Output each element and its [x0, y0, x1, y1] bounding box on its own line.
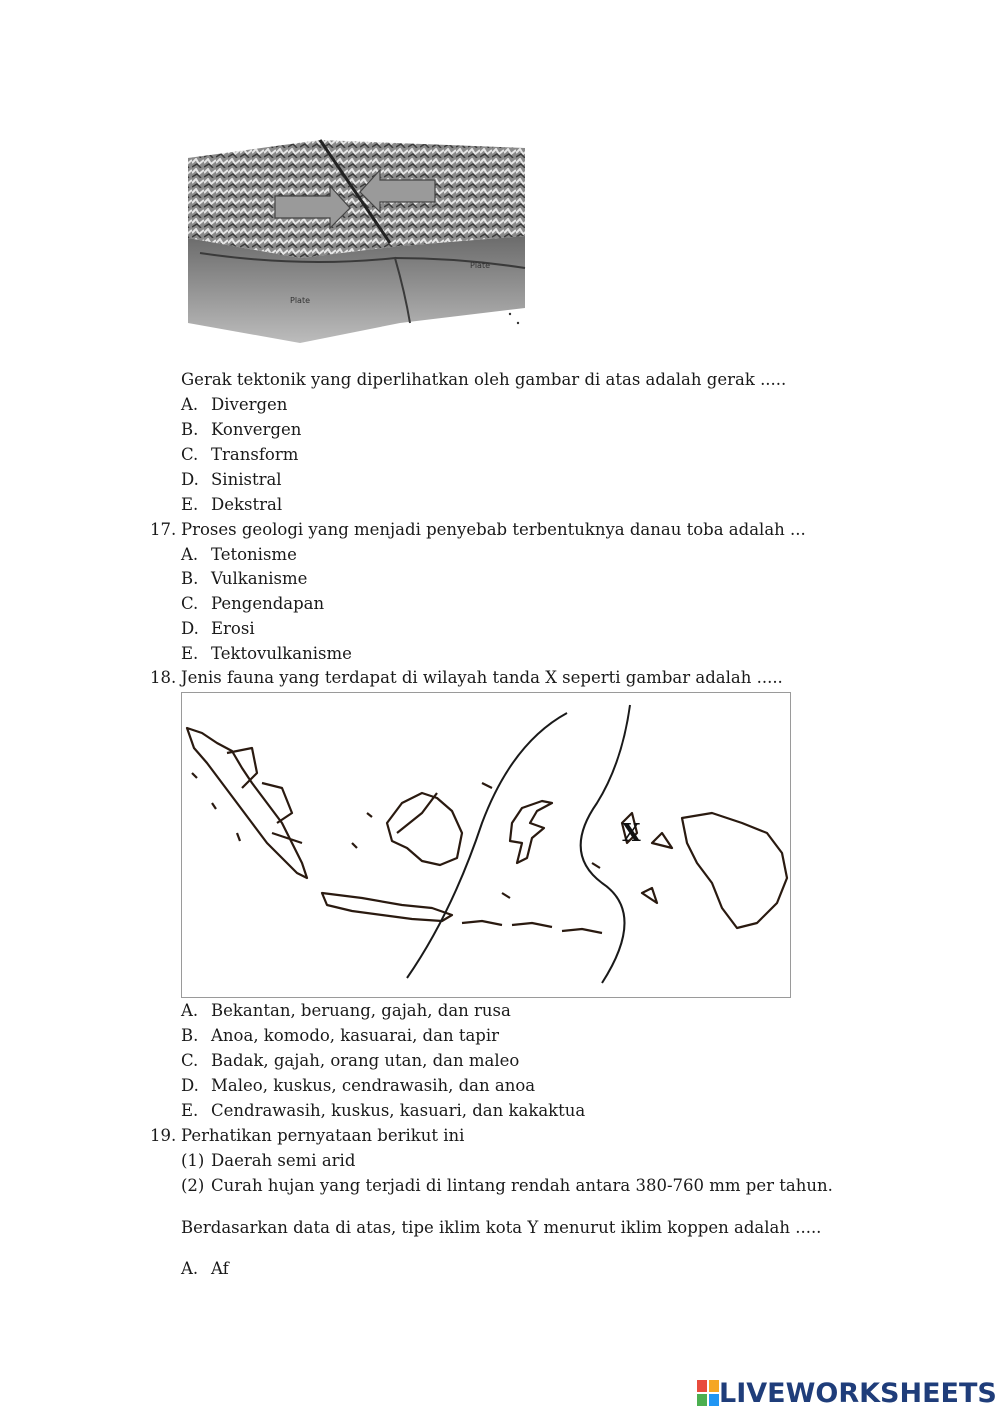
q18-option-a[interactable]: Bekantan, beruang, gajah, dan rusa — [211, 1001, 511, 1020]
q17-option-e-letter: E. — [181, 644, 199, 663]
q18-option-d[interactable]: Maleo, kuskus, cendrawasih, dan anoa — [211, 1076, 536, 1095]
tectonic-block-diagram — [180, 118, 535, 364]
q16-option-c-letter: C. — [181, 445, 199, 464]
q16-option-a-letter: A. — [181, 395, 199, 414]
q19-option-a-letter: A. — [181, 1259, 199, 1278]
q17-option-a[interactable]: Tetonisme — [211, 545, 297, 564]
q18-number: 18. — [150, 668, 177, 687]
q17-stem: Proses geologi yang menjadi penyebab terbentuknya danau toba adalah ... — [181, 520, 806, 539]
q18-stem: Jenis fauna yang terdapat di wilayah tanda X seperti gambar adalah ..... — [181, 668, 783, 687]
q17-option-c[interactable]: Pengendapan — [211, 594, 325, 613]
q17-number: 17. — [150, 520, 177, 539]
q19-statement-1-label: (1) — [181, 1151, 205, 1170]
q18-option-d-letter: D. — [181, 1076, 199, 1095]
liveworksheets-icon — [697, 1380, 719, 1406]
q16-option-e[interactable]: Dekstral — [211, 495, 283, 514]
q19-option-a[interactable]: Af — [211, 1259, 229, 1278]
q18-option-e-letter: E. — [181, 1101, 199, 1120]
q18-option-b[interactable]: Anoa, komodo, kasuarai, dan tapir — [211, 1026, 500, 1045]
q17-option-b[interactable]: Vulkanisme — [211, 569, 308, 588]
q16-option-d[interactable]: Sinistral — [211, 470, 282, 489]
q16-option-c[interactable]: Transform — [211, 445, 299, 464]
q18-option-a-letter: A. — [181, 1001, 199, 1020]
q17-option-d[interactable]: Erosi — [211, 619, 255, 638]
q19-statement-2: Curah hujan yang terjadi di lintang rendah antara 380-760 mm per tahun. — [211, 1176, 833, 1195]
q19-stem: Perhatikan pernyataan berikut ini — [181, 1126, 465, 1145]
q16-option-b-letter: B. — [181, 420, 199, 439]
q16-stem: Gerak tektonik yang diperlihatkan oleh gambar di atas adalah gerak ..... — [181, 370, 787, 389]
q19-question: Berdasarkan data di atas, tipe iklim kota Y menurut iklim koppen adalah ..... — [181, 1218, 822, 1237]
q18-option-c[interactable]: Badak, gajah, orang utan, dan maleo — [211, 1051, 520, 1070]
liveworksheets-logo[interactable] — [697, 1377, 997, 1409]
q18-option-b-letter: B. — [181, 1026, 199, 1045]
q18-option-c-letter: C. — [181, 1051, 199, 1070]
q19-statement-2-label: (2) — [181, 1176, 205, 1195]
q16-option-e-letter: E. — [181, 495, 199, 514]
q16-option-a[interactable]: Divergen — [211, 395, 288, 414]
q18-option-e[interactable]: Cendrawasih, kuskus, kasuari, dan kakaktua — [211, 1101, 586, 1120]
svg-text:Plate: Plate — [290, 296, 311, 305]
q16-option-b[interactable]: Konvergen — [211, 420, 302, 439]
q17-option-b-letter: B. — [181, 569, 199, 588]
q17-option-e[interactable]: Tektovulkanisme — [211, 644, 352, 663]
indonesia-fauna-map — [181, 692, 791, 998]
logo-text: LIVEWORKSHEETS — [719, 1377, 997, 1409]
map-marker-x: X — [622, 818, 641, 847]
q16-option-d-letter: D. — [181, 470, 199, 489]
q19-number: 19. — [150, 1126, 177, 1145]
q17-option-d-letter: D. — [181, 619, 199, 638]
q17-option-c-letter: C. — [181, 594, 199, 613]
svg-text:Plate: Plate — [470, 261, 491, 270]
q19-statement-1: Daerah semi arid — [211, 1151, 356, 1170]
q17-option-a-letter: A. — [181, 545, 199, 564]
